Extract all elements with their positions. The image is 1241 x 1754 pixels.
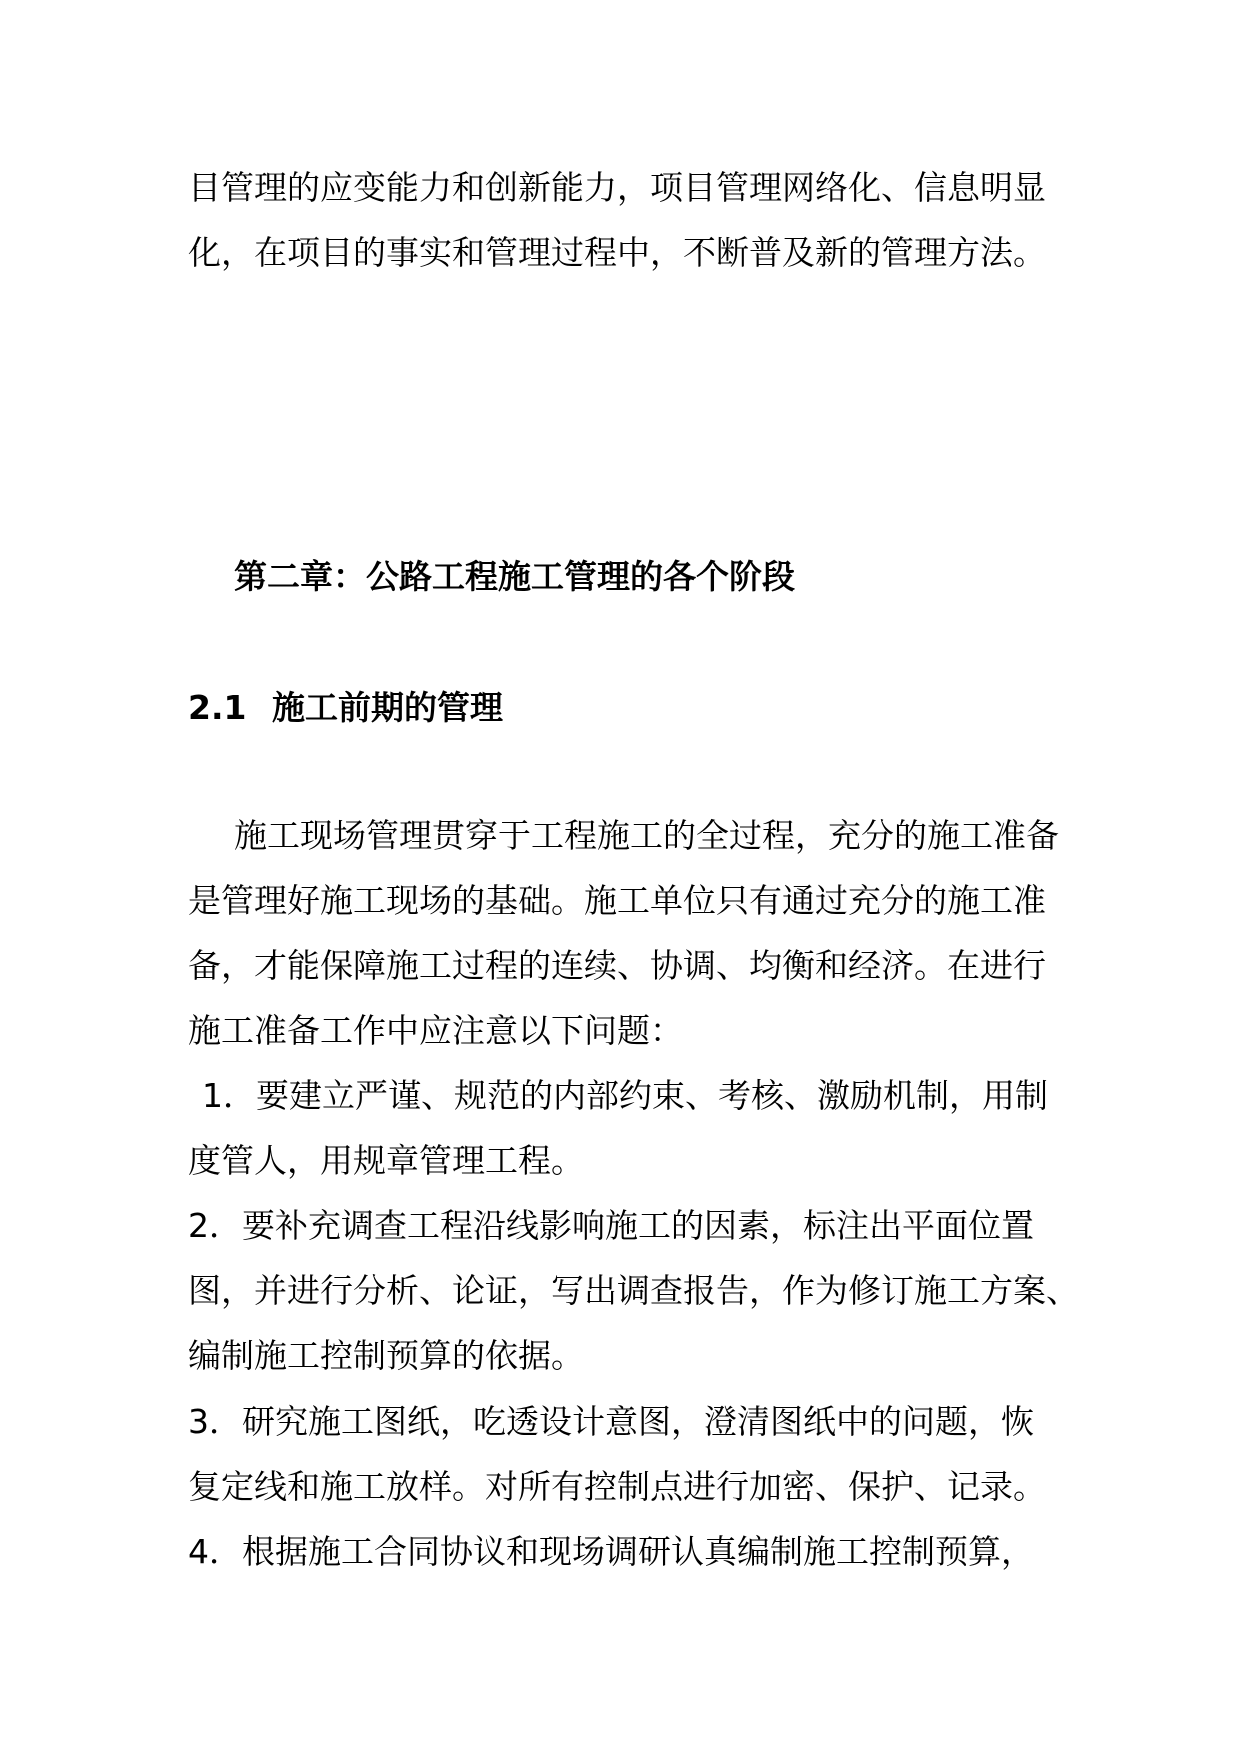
section-number: 2.1 (188, 688, 247, 727)
list-item-line: 复定线和施工放样。对所有控制点进行加密、保护、记录。 (188, 1467, 1046, 1506)
list-item-line: 编制施工控制预算的依据。 (188, 1336, 584, 1375)
list-item-line: 4．根据施工合同协议和现场调研认真编制施工控制预算， (188, 1532, 1034, 1571)
paragraph-line: 施工现场管理贯穿于工程施工的全过程，充分的施工准备 (234, 816, 1059, 855)
section-title: 施工前期的管理 (272, 688, 503, 727)
list-item-line: 2．要补充调查工程沿线影响施工的因素，标注出平面位置 (188, 1206, 1034, 1245)
chapter-heading: 第二章：公路工程施工管理的各个阶段 (234, 557, 795, 596)
paragraph-line: 化，在项目的事实和管理过程中，不断普及新的管理方法。 (188, 233, 1046, 272)
list-item-line: 1．要建立严谨、规范的内部约束、考核、激励机制，用制 (202, 1076, 1048, 1115)
list-item-line: 度管人，用规章管理工程。 (188, 1141, 584, 1180)
paragraph-line: 施工准备工作中应注意以下问题： (188, 1011, 683, 1050)
list-item-line: 图，并进行分析、论证，写出调查报告，作为修订施工方案、 (188, 1271, 1079, 1310)
section-heading (188, 688, 503, 728)
paragraph-line: 是管理好施工现场的基础。施工单位只有通过充分的施工准 (188, 881, 1046, 920)
paragraph-line: 目管理的应变能力和创新能力，项目管理网络化、信息明显 (188, 168, 1046, 207)
list-item-line: 3．研究施工图纸，吃透设计意图，澄清图纸中的问题，恢 (188, 1402, 1034, 1441)
paragraph-line: 备，才能保障施工过程的连续、协调、均衡和经济。在进行 (188, 946, 1046, 985)
